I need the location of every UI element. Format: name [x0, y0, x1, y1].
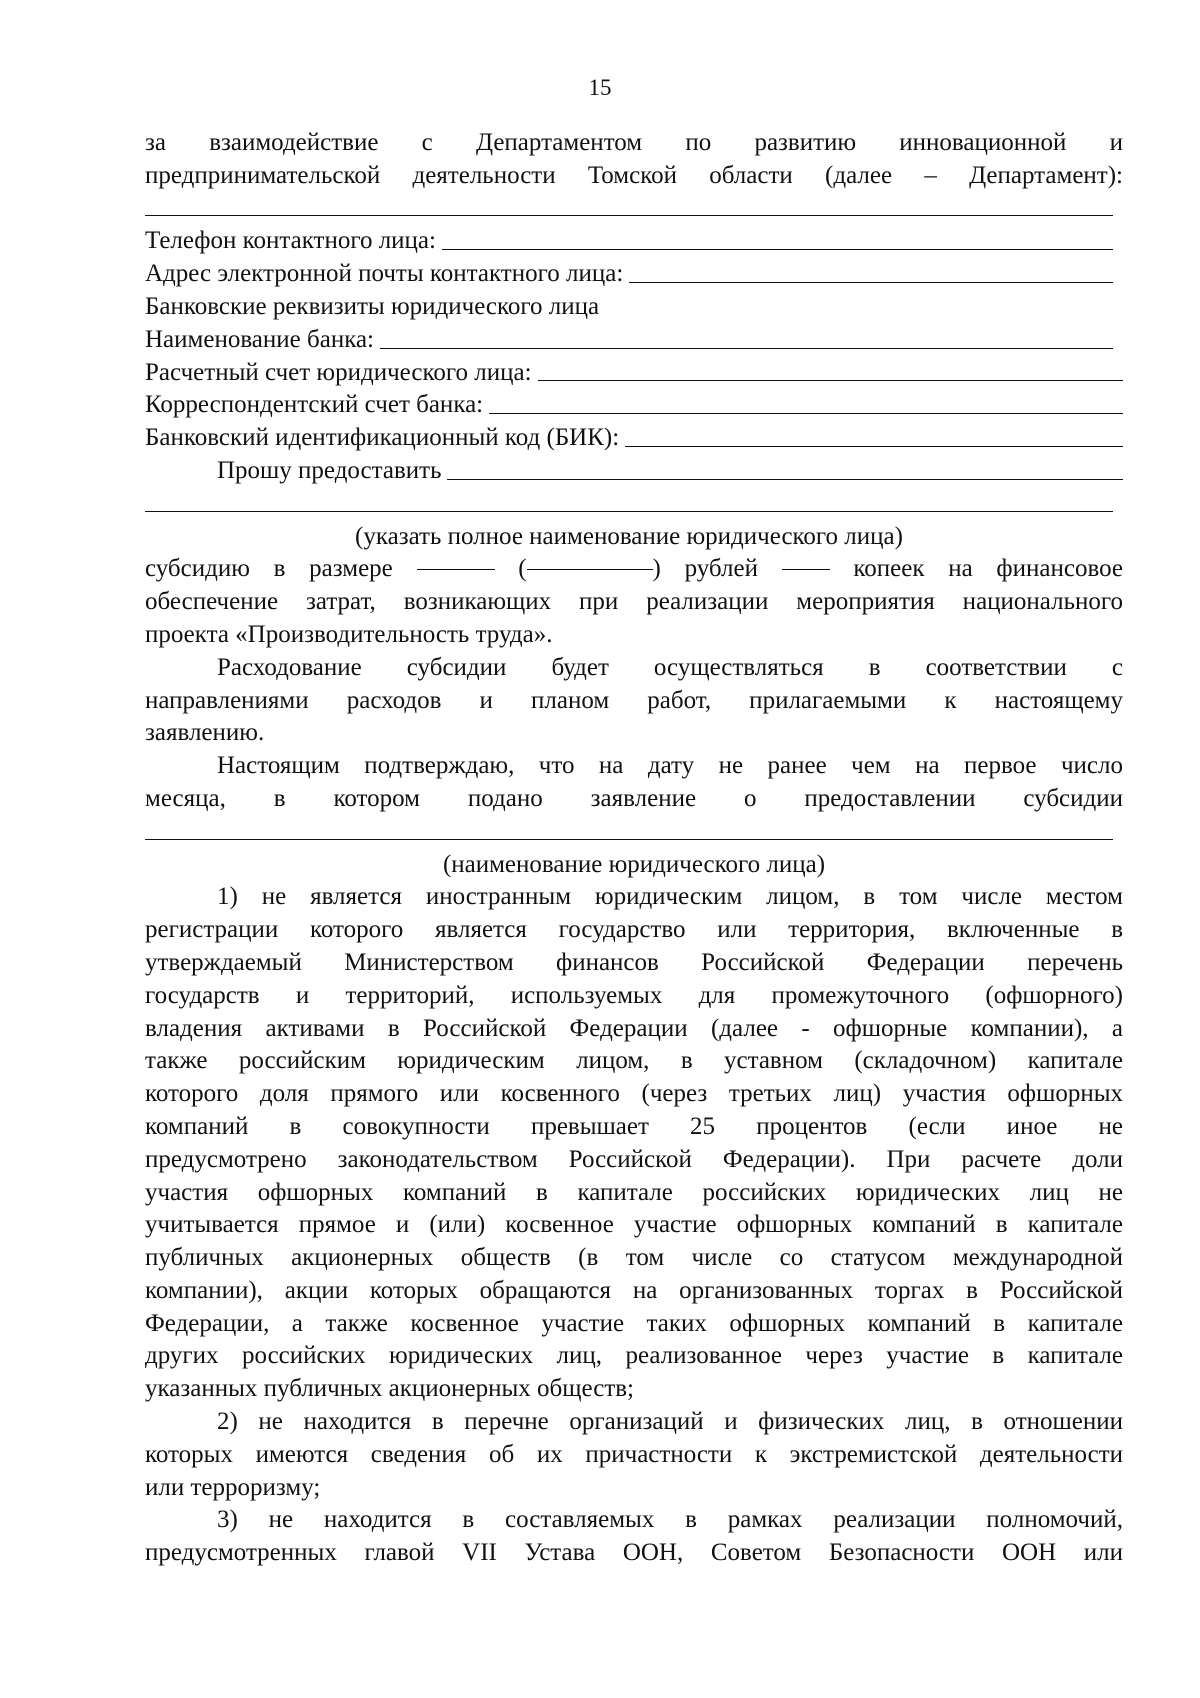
item-1-line: владения активами в Российской Федерации (далее - офшорные компании), а: [145, 1014, 1123, 1042]
item-2-line: которых имеются сведения об их причастности к экстремистской деятельности: [145, 1440, 1123, 1468]
email-blank[interactable]: [629, 282, 1113, 283]
item-1-line: Федерации, а также косвенное участие таких офшорных компаний в капитале: [145, 1309, 1123, 1337]
subsidy-line-2: обеспечение затрат, возникающих при реализации мероприятия национального: [145, 588, 1123, 616]
correspondent-account-label: Корреспондентский счет банка:: [145, 391, 484, 419]
confirm-line-1: Настоящим подтверждаю, что на дату не ранее чем на первое число: [217, 752, 1123, 780]
item-3-line: 3) не находится в составляемых в рамках реализации полномочий,: [217, 1506, 1123, 1534]
item-3-paragraph: [145, 1504, 1123, 1570]
item-1-line: публичных акционерных обществ (в том числе со статусом международной: [145, 1244, 1123, 1272]
bik-blank[interactable]: [625, 446, 1123, 447]
item-1-line: участия офшорных компаний в капитале российских юридических лиц не: [145, 1178, 1123, 1206]
settlement-account-blank[interactable]: [538, 380, 1123, 381]
item-1-line: компаний в совокупности превышает 25 процентов (если иное не: [145, 1112, 1123, 1140]
item-1-line: предусмотрено законодательством Российской Федерации). При расчете доли: [145, 1145, 1123, 1173]
intro-line-2: предпринимательской деятельности Томской области (далее – Департамент):: [145, 161, 1123, 189]
bik-field[interactable]: [145, 422, 1123, 455]
correspondent-account-blank[interactable]: [489, 413, 1123, 414]
bik-label: Банковский идентификационный код (БИК):: [145, 424, 620, 452]
phone-field[interactable]: [145, 225, 1113, 258]
email-label: Адрес электронной почты контактного лица:: [145, 260, 624, 288]
spending-line-3: заявлению.: [145, 719, 265, 747]
correspondent-account-field[interactable]: [145, 389, 1123, 422]
settlement-account-field[interactable]: [145, 357, 1123, 390]
request-field[interactable]: [145, 455, 1123, 488]
subsidy-text-rub: ) рублей: [652, 555, 758, 583]
item-2-line: 2) не находится в перечне организаций и физических лиц, в отношении: [217, 1408, 1123, 1436]
subsidy-text-kop: копеек на финансовое: [853, 555, 1123, 583]
full-name-blank-line[interactable]: [145, 488, 1123, 521]
bank-name-field[interactable]: [145, 324, 1113, 357]
confirm-line-2: месяца, в котором подано заявление о предоставлении субсидии: [145, 784, 1123, 812]
document-body: [145, 127, 1123, 1570]
item-1-line: государств и территорий, используемых для промежуточного (офшорного): [145, 981, 1123, 1009]
item-1-line: других российских юридических лиц, реализованное через участие в капитале: [145, 1342, 1123, 1370]
entity-name-blank-line[interactable]: [145, 816, 1123, 849]
subsidy-paren-open: (: [518, 555, 527, 583]
item-1-line: 1) не является иностранным юридическим лицом, в том числе местом: [217, 883, 1123, 911]
phone-label: Телефон контактного лица:: [145, 227, 436, 255]
request-blank[interactable]: [447, 479, 1123, 480]
spending-line-2: направлениями расходов и планом работ, прилагаемыми к настоящему: [145, 686, 1123, 714]
bank-details-heading: Банковские реквизиты юридического лица: [145, 292, 600, 320]
department-blank-line[interactable]: [145, 193, 1123, 226]
full-name-caption: (указать полное наименование юридического лица): [355, 522, 903, 550]
email-field[interactable]: [145, 258, 1113, 291]
item-1-line: указанных публичных акционерных обществ;: [145, 1375, 635, 1403]
subsidy-line-1: [145, 553, 1123, 586]
entity-name-caption: (наименование юридического лица): [442, 850, 826, 878]
item-1-line: которого доля прямого или косвенного (через третьих лиц) участия офшорных: [145, 1080, 1123, 1108]
subsidy-line-3: проекта «Производительность труда».: [145, 620, 553, 648]
intro-line-1: за взаимодействие с Департаментом по развитию инновационной и: [145, 129, 1123, 156]
item-1-line: также российским юридическим лицом, в уставном (складочном) капитале: [145, 1047, 1123, 1075]
item-1-line: утверждаемый Министерством финансов Российской Федерации перечень: [145, 948, 1123, 976]
item-3-line: предусмотренных главой VII Устава ООН, Советом Безопасности ООН или: [145, 1539, 1123, 1567]
item-2-line: или терроризму;: [145, 1473, 321, 1501]
item-1-line: компании), акции которых обращаются на организованных торгах в Российской: [145, 1276, 1123, 1304]
subsidy-text-1: субсидию в размере: [145, 555, 393, 583]
subsidy-kopecks-blank[interactable]: [782, 569, 830, 570]
item-1-line: регистрации которого является государство или территория, включенные в: [145, 916, 1123, 944]
phone-blank[interactable]: [442, 249, 1113, 250]
page-number: 15: [588, 75, 612, 100]
spending-line-1: Расходование субсидии будет осуществляться в соответствии с: [217, 653, 1123, 681]
bank-name-blank[interactable]: [380, 348, 1113, 349]
item-1-line: учитывается прямое и (или) косвенное участие офшорных компаний в капитале: [145, 1211, 1123, 1239]
subsidy-amount-blank[interactable]: [417, 569, 495, 570]
item-2-paragraph: [145, 1406, 1123, 1504]
subsidy-amount-words-blank[interactable]: [527, 569, 653, 570]
item-1-paragraph: [145, 881, 1123, 1406]
bank-name-label: Наименование банка:: [145, 325, 375, 353]
request-label: Прошу предоставить: [217, 456, 442, 484]
settlement-account-label: Расчетный счет юридического лица:: [145, 358, 532, 386]
